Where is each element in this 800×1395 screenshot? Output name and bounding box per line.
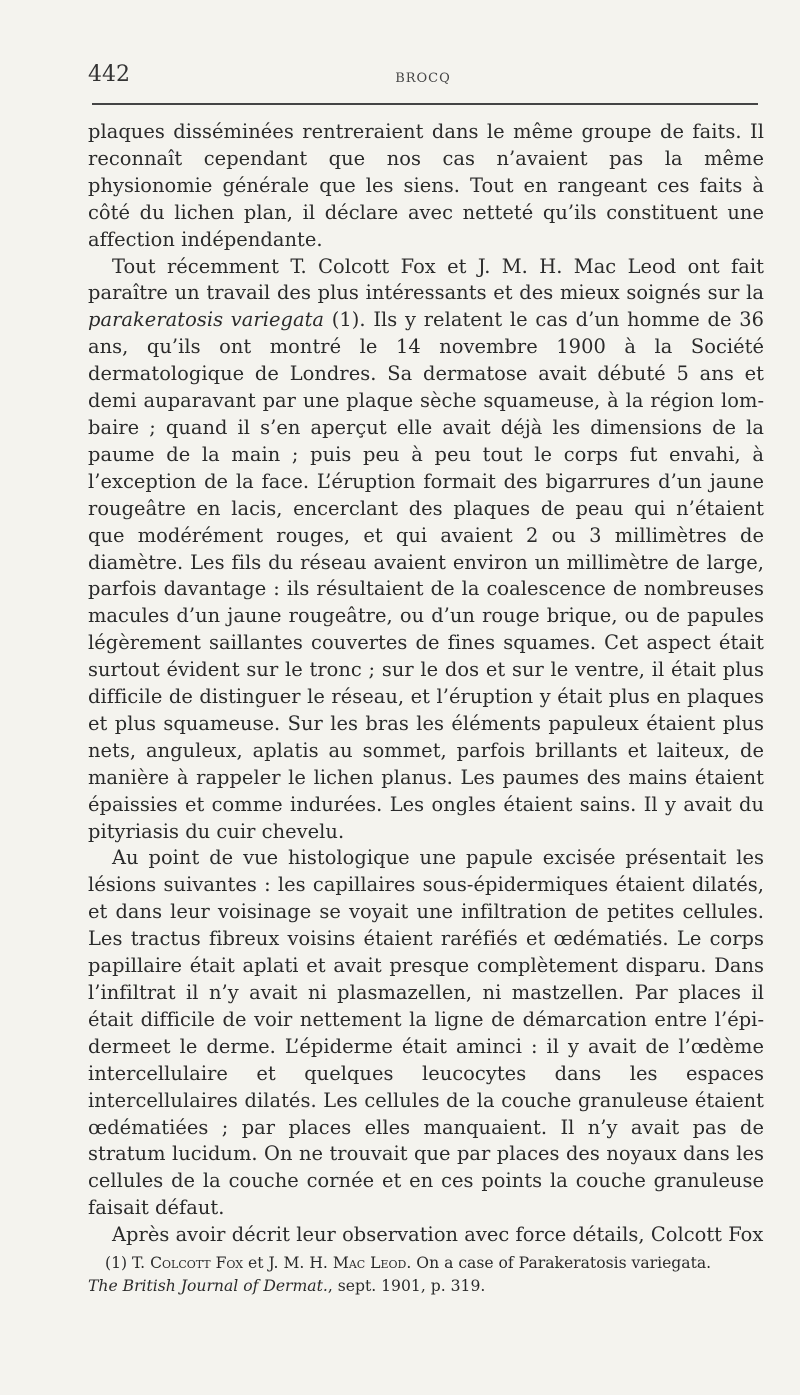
footnote-author: Fox xyxy=(210,1254,244,1272)
disease-name: parakeratosis variegata xyxy=(88,308,325,332)
footnote-author: Mac xyxy=(332,1254,366,1272)
paragraph-2-start: Tout récemment T. Colcott Fox et J. M. H. Mac Leod ont fait paraître un travail des plus intéressants et des mieux soignés sur la xyxy=(88,254,764,305)
footnote-marker: (1) T. xyxy=(105,1254,151,1272)
running-head: BROCQ xyxy=(395,71,451,86)
header-rule xyxy=(92,103,758,105)
paragraph-1: plaques disséminées rentreraient dans le même groupe de faits. Il reconnaît cependant que nos cas n’avaient pas la même physionomie générale que les siens. Tout en rangeant ces faits à côté du lichen plan, il déclare avec netteté qu’ils constituent une affection indépendante. xyxy=(88,120,764,251)
footnote-journal: The British Journal of Dermat. xyxy=(88,1277,328,1295)
footnote-1 xyxy=(88,1252,764,1275)
footnote-author: Colcott xyxy=(150,1254,211,1272)
page-number: 442 xyxy=(88,62,130,87)
footnote-author: Leod xyxy=(365,1254,407,1272)
paragraph-4: Après avoir décrit leur observation avec force détails, Colcott Fox xyxy=(112,1223,764,1247)
footnote-title: . On a case of Parakeratosis variegata. xyxy=(406,1254,712,1272)
page-header xyxy=(88,62,758,92)
footnote-text: et J. M. H. xyxy=(243,1254,333,1272)
paragraph-2 xyxy=(88,254,764,846)
paragraph-3: Au point de vue histologique une papule excisée présentait les lésions suivantes : les capillaires sous-épidermiques étaient dilatés, et dans leur voisinage se voyait une infiltration de petites cellules. Les tractus fibreux voisins étaient raréfiés et œdématiés. Le corps papillaire était aplati et avait presque complètement disparu. Dans l’infiltrat il n’y avait ni plasmazellen, ni mastzellen. Par places il était difficile de voir nettement la ligne de démarcation entre l’épidermeet le derme. L’épiderme était aminci : il y avait de l’œdème intercellulaire et quelques leucocytes dans les espaces intercellulaires dilatés. Les cellules de la couche granuleuse étaient œdématiées ; par places elles manquaient. Il n’y avait pas de stratum lucidum. On ne trouvait que par places des noyaux dans les cellules de la couche cornée et en ces points la couche granuleuse faisait défaut. xyxy=(88,846,764,1220)
footnote-1-cont xyxy=(88,1275,764,1298)
paragraph-2-rest: (1). Ils y relatent le cas d’un homme de 36 ans, qu’ils ont montré le 14 novembre 1900 à la Société dermatologique de Londres. Sa dermatose avait débuté 5 ans et demi auparavant par une plaque sèche squameuse, à la région lombaire ; quand il s’en aperçut elle avait déjà les dimensions de la paume de la main ; puis peu à peu tout le corps fut envahi, à l’exception de la face. L’éruption formait des bigarrures d’un jaune rougeâtre en lacis, encerclant des plaques de peau qui n’étaient que modérément rouges, et qui avaient 2 ou 3 millimètres de diamètre. Les fils du réseau avaient environ un millimètre de large, parfois davantage : ils résultaient de la coalescence de nombreuses macules d’un jaune rougeâtre, ou d’un rouge brique, ou de papules légèrement saillantes couvertes de fines squames. Cet aspect était surtout évident sur le tronc ; sur le dos et sur le ventre, il était plus difficile de distinguer le réseau, et l’éruption y était plus en plaques et plus squameuse. Sur les bras les éléments papuleux étaient plus nets, anguleux, aplatis au sommet, parfois brillants et laiteux, de manière à rappeler le lichen planus. Les paumes des mains étaient épaissies et comme indurées. Les ongles étaient sains. Il y avait du pityriasis du cuir chevelu. xyxy=(88,308,764,843)
footnote-reference: , sept. 1901, p. 319. xyxy=(327,1277,486,1295)
footnotes xyxy=(88,1252,764,1298)
body-text xyxy=(88,119,764,1249)
